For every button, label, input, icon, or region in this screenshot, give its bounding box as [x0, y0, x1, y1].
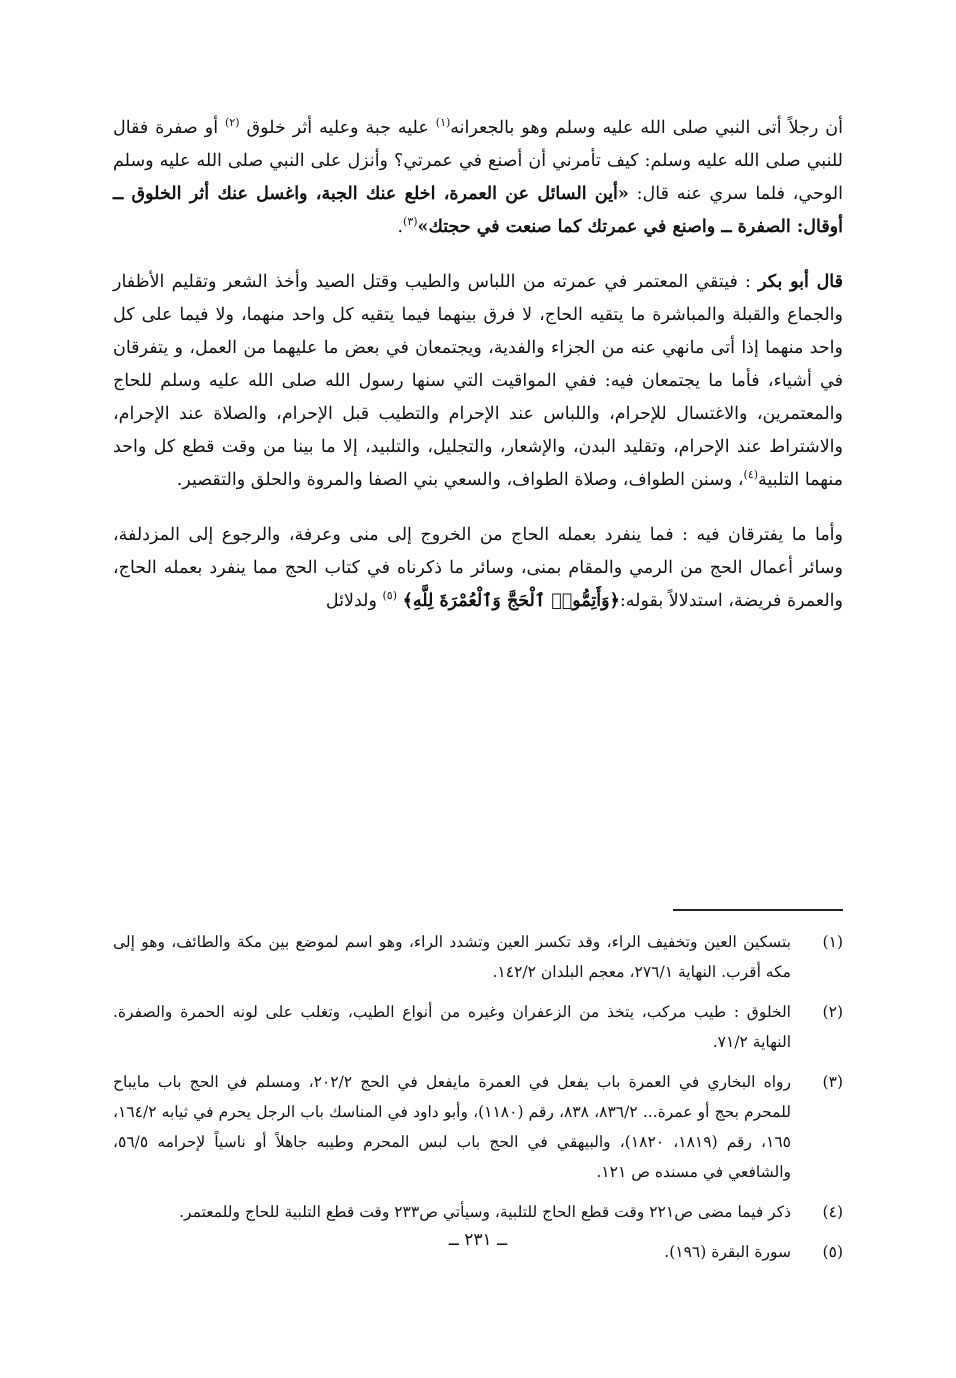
- footnote-number: (١): [822, 933, 843, 951]
- hadith-text-b: عليه جبة وعليه أثر خلوق: [239, 118, 436, 138]
- abu-bakr-lead: قال أبو بكر: [758, 272, 843, 292]
- paragraph-hadith: [113, 112, 843, 244]
- footnote-number: (٢): [822, 1003, 843, 1021]
- hadith-text-a: أن رجلاً أتى النبي صلى الله عليه وسلم وهو بالجعرانه: [450, 118, 843, 138]
- page-number: ــ ٢٣١ ــ: [448, 1230, 508, 1250]
- abu-bakr-text: : فيتقي المعتمر في عمرته من اللباس والطيب وقتل الصيد وأخذ الشعر وتقليم الأظفار والجماع والقبلة والمباشرة ما يتقيه الحاج، لا فرق بينهما فيما يتقيه كل واحد منهما، ولا فيما على كل واحد منهما إذا أتى مانهي عنه من الجزاء والفدية، ويجتمعان في بعض ما عليهما من العمل، و يتفرقان في أشياء، فأما ما يجتمعان فيه: ففي المواقيت التي سنها رسول الله صلى الله عليه وسلم للحاج والمعتمرين، والاغتسال للإحرام، واللباس عند الإحرام والتطيب قبل الإحرام، والصلاة عند الإحرام، والاشتراط عند الإحرام، وتقليد البدن، والإشعار، والتجليل، والتلبيد، إلا ما بينا من وقت قطع كل واحد منهما التلبية: [113, 272, 843, 490]
- footnote-text: سورة البقرة (١٩٦).: [664, 1243, 791, 1261]
- main-text: [113, 112, 843, 618]
- quran-verse: ﴿وَأَتِمُّوا۟ ٱلْحَجَّ وَٱلْعُمْرَةَ لِلَّهِ﴾: [402, 591, 620, 611]
- footnote-divider: [673, 909, 843, 911]
- hadith-text-c: أو صفرة فقال للنبي صلى الله عليه وسلم: كيف تأمرني أن أصنع في عمرتي؟ وأنزل على النبي صلى الله عليه وسلم الوحي، فلما سري عنه قال:: [113, 118, 843, 204]
- footnote-ref-3[interactable]: (٣): [403, 215, 418, 229]
- footnote-number: (٥): [822, 1243, 843, 1261]
- footnote-item: [113, 1197, 843, 1227]
- footnote-text: ذكر فيما مضى ص٢٢١ وقت قطع الحاج للتلبية، وسيأتي ص٢٣٣ وقت قطع التلبية للحاج وللمعتمر.: [179, 1203, 791, 1221]
- footnote-item: [113, 1067, 843, 1187]
- footnote-text: الخلوق : طيب مركب، يتخذ من الزعفران وغيره من أنواع الطيب، وتغلب على لونه الحمرة والصفرة. النهاية ٧١/٢.: [113, 1003, 791, 1051]
- abu-bakr-text-end: ، وسنن الطواف، وصلاة الطواف، والسعي بني الصفا والمروة والحلق والتقصير.: [176, 470, 744, 490]
- footnote-number: (٤): [822, 1203, 843, 1221]
- differences-text: وأما ما يفترقان فيه : فما ينفرد بعمله الحاج من الخروج إلى منى وعرفة، والرجوع إلى المزدلفة، وسائر أعمال الحج من الرمي والمقام بمنى، وسائر ما ذكرناه في كتاب الحج مما ينفرد بعمله الحاج، والعمرة فريضة، استدلالاً بقوله:: [113, 525, 843, 611]
- footnotes: [113, 927, 843, 1277]
- footnote-ref-1[interactable]: (١): [435, 116, 451, 130]
- footnote-ref-5[interactable]: (٥): [382, 589, 398, 603]
- footnote-ref-4[interactable]: (٤): [743, 468, 759, 482]
- footnote-ref-2[interactable]: (٢): [225, 116, 240, 130]
- differences-text-end: ولدلائل: [325, 591, 383, 611]
- footnote-item: [113, 927, 843, 987]
- footnote-number: (٣): [822, 1073, 843, 1091]
- hadith-text-d: .: [397, 217, 404, 237]
- hadith-quote: «أين السائل عن العمرة، اخلع عنك الجبة، واغسل عنك أثر الخلوق ــ أوقال: الصفرة ــ واصنع في عمرتك كما صنعت في حجتك»: [113, 184, 843, 237]
- footnote-text: بتسكين العين وتخفيف الراء، وقد تكسر العين وتشدد الراء، وهو اسم لموضع بين مكة والطائف، وهو إلى مكه أقرب. النهاية ٢٧٦/١، معجم البلدان ١٤٢/٢.: [113, 933, 791, 981]
- footnote-item: [113, 997, 843, 1057]
- footnote-text: رواه البخاري في العمرة باب يفعل في العمرة مايفعل في الحج ٢٠٢/٢، ومسلم في الحج باب مايباح للمحرم بحج أو عمرة... ٨٣٦/٢، ٨٣٨، رقم (١١٨٠)، وأبو داود في المناسك باب الرجل يحرم في ثيابه ١٦٤/٢، ١٦٥، رقم (١٨١٩، ١٨٢٠)، والبيهقي في الحج باب لبس المحرم وطيبه جاهلاً أو ناسياً لإحرامه ٥٦/٥، والشافعي في مسنده ص ١٢١.: [113, 1073, 791, 1181]
- paragraph-differences: [113, 519, 843, 618]
- paragraph-abu-bakr: [113, 266, 843, 497]
